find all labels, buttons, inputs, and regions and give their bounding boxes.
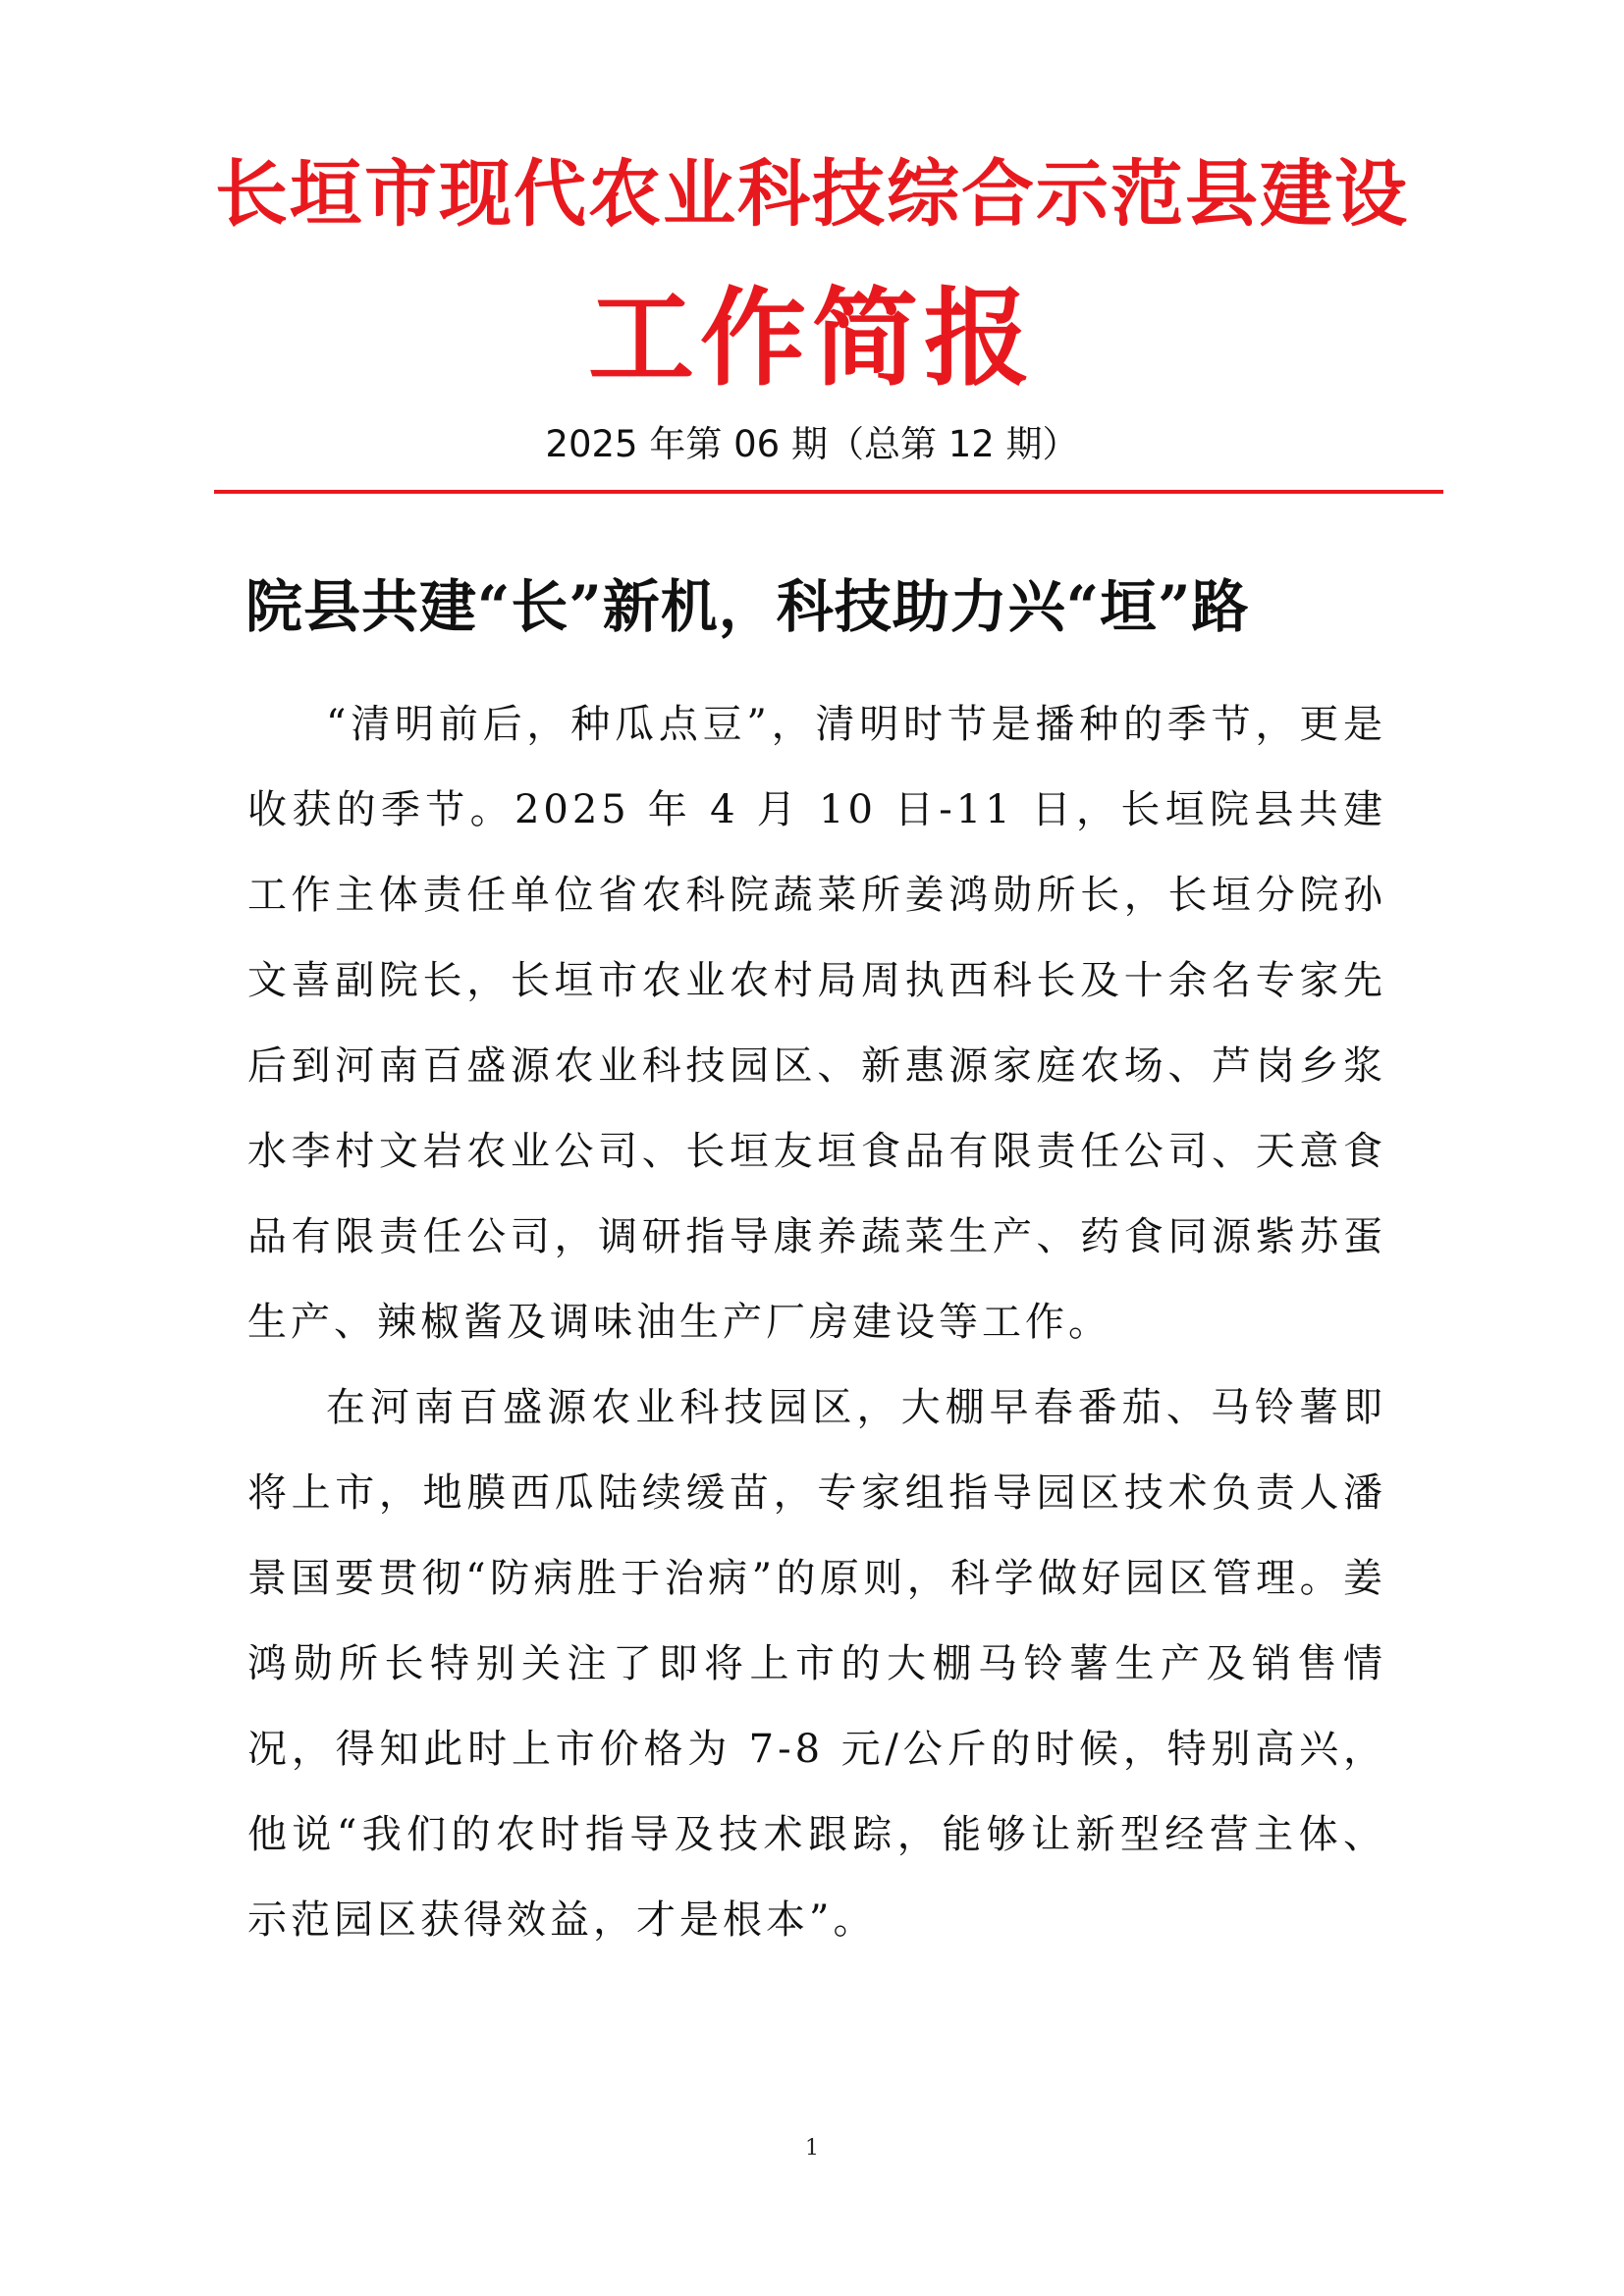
issue-number: 2025 年第 06 期（总第 12 期） <box>545 423 1079 465</box>
page-number: 1 <box>805 2136 819 2161</box>
masthead-divider <box>214 490 1443 494</box>
masthead-subtitle: 工作简报 <box>587 277 1036 400</box>
masthead-title: 长垣市现代农业科技综合示范县建设 <box>215 152 1409 237</box>
article-body <box>247 682 1386 1963</box>
paragraph-2: 在河南百盛源农业科技园区，大棚早春番茄、马铃薯即将上市，地膜西瓜陆续缓苗，专家组指导园区技术负责人潘景国要贯彻“防病胜于治病”的原则，科学做好园区管理。姜鸿勋所长特别关注了即将上市的大棚马铃薯生产及销售情况，得知此时上市价格为 7-8 元/公斤的时候，特别高兴，他说“我们的农时指导及技术跟踪，能够让新型经营主体、示范园区获得效益，才是根本”。 <box>247 1385 1386 1943</box>
paragraph-1: “清明前后，种瓜点豆”，清明时节是播种的季节，更是收获的季节。2025 年 4 月 10 日-11 日，长垣院县共建工作主体责任单位省农科院蔬菜所姜鸿勋所长，长垣分院孙文喜副院长，长垣市农业农村局周执西科长及十余名专家先后到河南百盛源农业科技园区、新惠源家庭农场、芦岗乡浆水李村文岩农业公司、长垣友垣食品有限责任公司、天意食品有限责任公司，调研指导康养蔬菜生产、药食同源紫苏蛋生产、辣椒酱及调味油生产厂房建设等工作。 <box>247 702 1386 1345</box>
article-title: 院县共建“长”新机，科技助力兴“垣”路 <box>245 573 1250 640</box>
